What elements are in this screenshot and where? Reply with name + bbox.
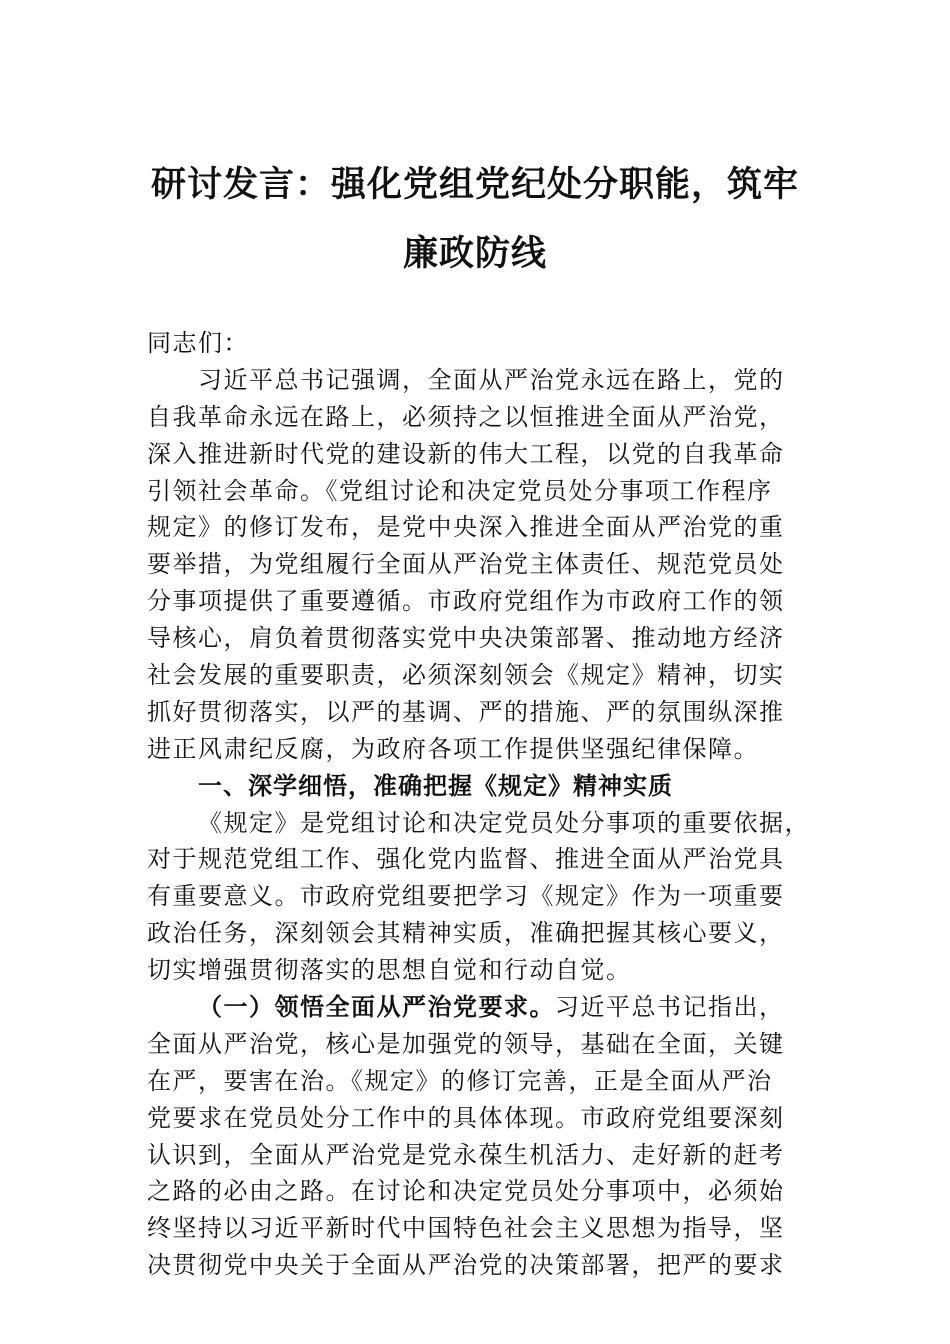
paragraph-first-line bbox=[147, 989, 827, 1026]
paragraph-line: 抓好贯彻落实，以严的基调、严的措施、严的氛围纵深推 bbox=[147, 697, 785, 726]
paragraph-line: 自我革命永远在路上，必须持之以恒推进全面从严治党， bbox=[147, 402, 785, 431]
paragraph-line: 党要求在党员处分工作中的具体体现。市政府党组要深刻 bbox=[147, 1103, 785, 1132]
document-title-line-1: 研讨发言：强化党组党纪处分职能，筑牢 bbox=[150, 164, 799, 205]
subsection-heading-1: （一）领悟全面从严治党要求。 bbox=[198, 993, 555, 1022]
paragraph-line: 进正风肃纪反腐，为政府各项工作提供坚强纪律保障。 bbox=[147, 734, 759, 763]
salutation: 同志们： bbox=[147, 329, 249, 357]
paragraph-line: 切实增强贯彻落实的思想自觉和行动自觉。 bbox=[147, 956, 632, 985]
paragraph-line: 要举措，为党组履行全面从严治党主体责任、规范党员处 bbox=[147, 550, 785, 579]
paragraph-line: 之路的必由之路。在讨论和决定党员处分事项中，必须始 bbox=[147, 1177, 785, 1206]
paragraph-line: 认识到，全面从严治党是党永葆生机活力、走好新的赶考 bbox=[147, 1140, 785, 1169]
paragraph-line: 终坚持以习近平新时代中国特色社会主义思想为指导，坚 bbox=[147, 1214, 785, 1243]
paragraph-line: 导核心，肩负着贯彻落实党中央决策部署、推动地方经济 bbox=[147, 624, 785, 653]
paragraph-line: 政治任务，深刻领会其精神实质，准确把握其核心要义， bbox=[147, 919, 785, 948]
paragraph-line: 决贯彻党中央关于全面从严治党的决策部署，把严的要求 bbox=[147, 1251, 785, 1280]
paragraph-line: 社会发展的重要职责，必须深刻领会《规定》精神，切实 bbox=[147, 661, 785, 690]
paragraph-line: 《规定》是党组讨论和决定党员处分事项的重要依据， bbox=[198, 808, 810, 837]
paragraph-subsection-1 bbox=[147, 989, 827, 1284]
paragraph-line: 有重要意义。市政府党组要把学习《规定》作为一项重要 bbox=[147, 882, 785, 911]
paragraph-line: 全面从严治党，核心是加强党的领导，基础在全面，关键 bbox=[147, 1029, 785, 1058]
paragraph-line: 深入推进新时代党的建设新的伟大工程，以党的自我革命 bbox=[147, 439, 785, 468]
document-body bbox=[147, 325, 827, 1284]
paragraph-line-rest: 习近平总书记指出， bbox=[555, 993, 785, 1022]
paragraph-line: 引领社会革命。《党组讨论和决定党员处分事项工作程序 bbox=[147, 476, 773, 505]
paragraph-section-1 bbox=[147, 805, 827, 989]
paragraph-line: 习近平总书记强调，全面从严治党永远在路上，党的 bbox=[198, 365, 785, 394]
paragraph-intro bbox=[147, 362, 827, 768]
paragraph-line: 分事项提供了重要遵循。市政府党组作为市政府工作的领 bbox=[147, 587, 785, 616]
section-heading-1: 一、深学细悟，准确把握《规定》精神实质 bbox=[198, 771, 673, 800]
document-title-line-2: 廉政防线 bbox=[402, 233, 547, 274]
paragraph-line: 规定》的修订发布，是党中央深入推进全面从严治党的重 bbox=[147, 513, 785, 542]
paragraph-line: 对于规范党组工作、强化党内监督、推进全面从严治党具 bbox=[147, 845, 785, 874]
paragraph-line: 在严，要害在治。《规定》的修订完善，正是全面从严治 bbox=[147, 1066, 773, 1095]
